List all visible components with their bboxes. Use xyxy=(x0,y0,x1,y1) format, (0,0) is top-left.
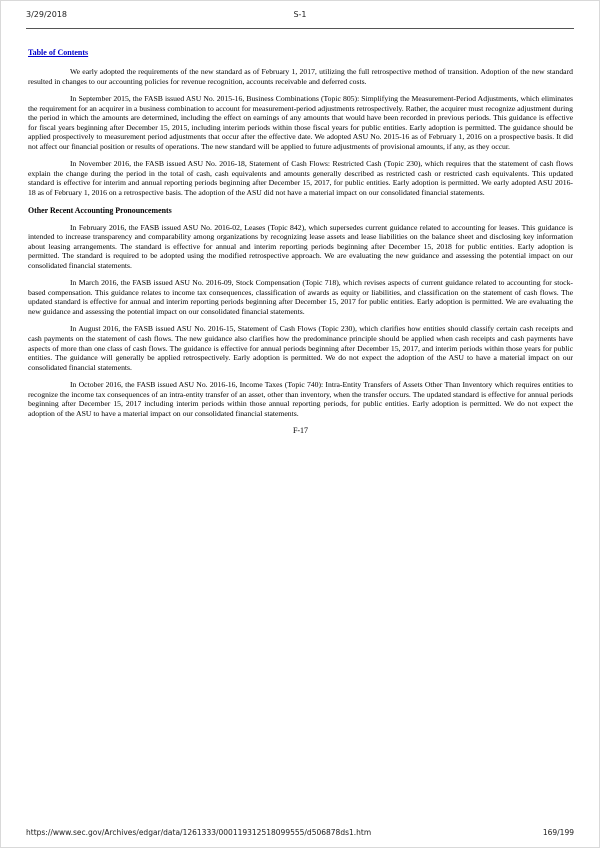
paragraph-asu-2015-16-business-combinations: In September 2015, the FASB issued ASU No. 2015-16, Business Combinations (Topic 805): Simplifying the Measurement-Period Adjustments, which eliminates the requirement for an acquirer in a business combination to account for measurement-period adjustments retrospectively. Rather, the acquirer must recognize adjustment during the period in which the amounts are determined, including the effect on earnings of any amounts that would have been recorded in previous periods. This guidance is effective for fiscal years beginning after December 15, 2015, including interim periods within those fiscal years for public entities. Early adoption is permitted. The guidance should be applied prospectively to measurement period adjustments that occur after the effective date. We adopted ASU No. 2015-16 as of February 1, 2016 on a prospective basis. It did not affect our financial position or results of operations. The new standard will be applied to future adjustments of provisional amounts, if any, as they occur. xyxy=(28,94,573,151)
paragraph-asu-2016-02-leases: In February 2016, the FASB issued ASU No. 2016-02, Leases (Topic 842), which supersedes current guidance related to accounting for leases. This guidance is intended to increase transparency and comparability among organizations by recognizing lease assets and lease liabilities on the balance sheet and disclosing key information about leasing arrangements. The standard is effective for annual and interim reporting periods beginning after December 15, 2018 for public entities. Early adoption is permitted. The standard is required to be adopted using the modified retrospective approach. We are evaluating the new guidance and assessing the potential impact on our consolidated financial statements. xyxy=(28,222,573,270)
paragraph-asu-2016-18-restricted-cash: In November 2016, the FASB issued ASU No. 2016-18, Statement of Cash Flows: Restricted Cash (Topic 230), which requires that the statement of cash flows explain the change during the period in the total of cash, cash equivalents and amounts generally described as restricted cash or restricted cash equivalents. This updated standard is effective for interim and annual reporting periods beginning after December 15, 2017, for public entities. Early adoption is permitted. We early adopted ASU 2016-18 as of February 1, 2016 on a retrospective basis. The adoption of the ASU did not have a material impact on our consolidated financial statements. xyxy=(28,159,573,198)
paragraph-asu-2016-15-cash-flows: In August 2016, the FASB issued ASU No. 2016-15, Statement of Cash Flows (Topic 230), which clarifies how entities should classify certain cash receipts and cash payments on the statement of cash flows. The new guidance also clarifies how the predominance principle should be applied when cash receipts and cash payments have aspects of more than one class of cash flows. The guidance is effective for annual periods beginning after December 15, 2017, and interim periods within those years for public entities. The guidance will generally be applied retrospectively. Early adoption is permitted. We do not expect the adoption of the ASU to have a material impact on our consolidated financial statements. xyxy=(28,324,573,372)
print-footer xyxy=(26,828,574,837)
document-type-label: S-1 xyxy=(293,10,307,19)
page-count-indicator: 169/199 xyxy=(542,828,574,837)
print-date: 3/29/2018 xyxy=(26,10,68,19)
source-url: https://www.sec.gov/Archives/edgar/data/1261333/000119312518099555/d506878ds1.htm xyxy=(26,828,372,837)
table-of-contents-link[interactable]: Table of Contents xyxy=(28,48,89,57)
paragraph-revenue-standard-adoption: We early adopted the requirements of the new standard as of February 1, 2017, utilizing the full retrospective method of transition. Adoption of the new standard resulted in changes to our accounting policies for revenue recognition, accounts receivable and deferred costs. xyxy=(28,67,573,86)
page-number: F-17 xyxy=(292,426,309,436)
paragraph-asu-2016-09-stock-compensation: In March 2016, the FASB issued ASU No. 2016-09, Stock Compensation (Topic 718), which revises aspects of current guidance related to accounting for stock-based compensation. This guidance relates to income tax consequences, classification of awards as equity or liabilities, and classification on the statement of cash flows. The updated standard is effective for annual and interim reporting periods beginning after December 15, 2017 for public entities. Early adoption is permitted. We are evaluating the new guidance and assessing the potential impact on our consolidated financial statements. xyxy=(28,278,573,316)
header-divider xyxy=(26,28,574,29)
section-heading-other-pronouncements: Other Recent Accounting Pronouncements xyxy=(28,205,172,215)
print-header xyxy=(26,10,574,22)
paragraph-asu-2016-16-income-taxes: In October 2016, the FASB issued ASU No. 2016-16, Income Taxes (Topic 740): Intra-Entity Transfers of Assets Other Than Inventory which requires entities to recognize the income tax consequences of an intra-entity transfer of an asset, other than inventory, when the transfer occurs. The updated standard is effective for annual periods beginning after December 15, 2017 including interim periods within those annual reporting periods, for public entities. Early adoption is permitted. We do not expect the adoption of the ASU to have a material impact on our consolidated financial statements. xyxy=(28,380,573,418)
document-content xyxy=(28,42,573,435)
